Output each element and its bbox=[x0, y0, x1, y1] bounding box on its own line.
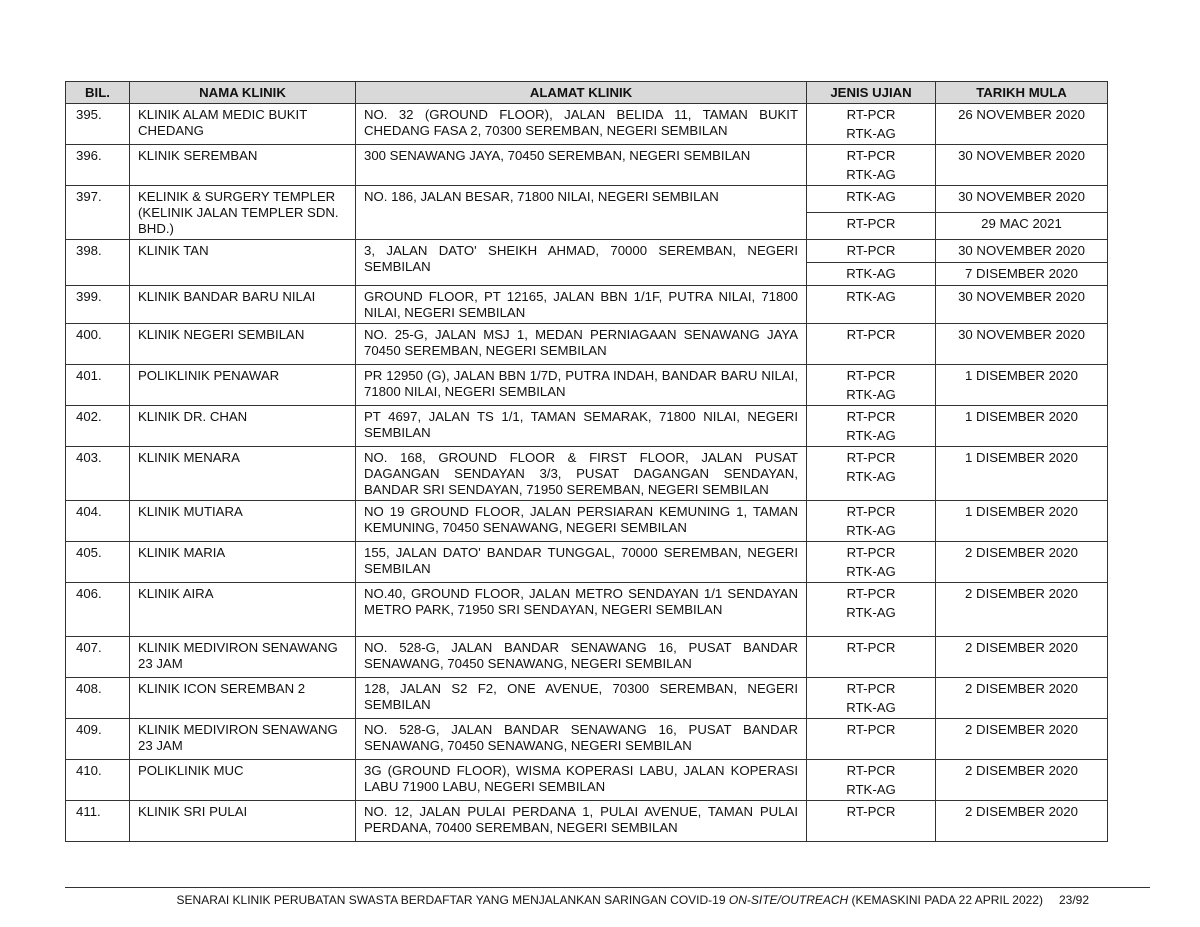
cell-alamat-klinik: 128, JALAN S2 F2, ONE AVENUE, 70300 SEREMBAN, NEGERI SEMBILAN bbox=[356, 678, 807, 719]
cell-alamat-klinik: NO. 186, JALAN BESAR, 71800 NILAI, NEGERI SEMBILAN bbox=[356, 186, 807, 240]
cell-tarikh-mula: 2 DISEMBER 2020 bbox=[936, 678, 1108, 719]
table-row bbox=[66, 678, 1108, 719]
cell-jenis-ujian bbox=[807, 801, 936, 842]
table-row bbox=[66, 801, 1108, 842]
test-type-label: RTK-AG bbox=[846, 564, 896, 579]
cell-nama-klinik: KLINIK ALAM MEDIC BUKIT CHEDANG bbox=[130, 104, 356, 145]
test-type-label: RT-PCR bbox=[846, 586, 896, 601]
header-nama-klinik: NAMA KLINIK bbox=[130, 82, 356, 104]
cell-nama-klinik: KLINIK BANDAR BARU NILAI bbox=[130, 286, 356, 324]
cell-tarikh-mula: 2 DISEMBER 2020 bbox=[936, 801, 1108, 842]
table-row bbox=[66, 406, 1108, 447]
cell-bil: 407. bbox=[66, 637, 130, 678]
table-row bbox=[66, 760, 1108, 801]
cell-jenis-ujian bbox=[807, 501, 936, 542]
cell-nama-klinik: KLINIK MENARA bbox=[130, 447, 356, 501]
header-bil: BIL. bbox=[66, 82, 130, 104]
table-row bbox=[66, 286, 1108, 324]
cell-jenis-ujian bbox=[807, 263, 936, 286]
cell-alamat-klinik: PT 4697, JALAN TS 1/1, TAMAN SEMARAK, 71800 NILAI, NEGERI SEMBILAN bbox=[356, 406, 807, 447]
table-row bbox=[66, 583, 1108, 637]
cell-tarikh-mula: 30 NOVEMBER 2020 bbox=[936, 240, 1108, 263]
cell-bil: 402. bbox=[66, 406, 130, 447]
table-row bbox=[66, 542, 1108, 583]
test-type-label: RTK-AG bbox=[846, 387, 896, 402]
footer-title-date: (KEMASKINI PADA 22 APRIL 2022) bbox=[848, 893, 1043, 907]
cell-nama-klinik: KELINIK & SURGERY TEMPLER (KELINIK JALAN TEMPLER SDN. BHD.) bbox=[130, 186, 356, 240]
cell-jenis-ujian bbox=[807, 365, 936, 406]
table-body bbox=[66, 104, 1108, 842]
cell-bil: 397. bbox=[66, 186, 130, 240]
cell-tarikh-mula: 30 NOVEMBER 2020 bbox=[936, 186, 1108, 213]
cell-tarikh-mula: 1 DISEMBER 2020 bbox=[936, 447, 1108, 501]
footer-title: SENARAI KLINIK PERUBATAN SWASTA BERDAFTAR YANG MENJALANKAN SARINGAN COVID-19 bbox=[176, 893, 729, 907]
page-footer bbox=[0, 893, 1089, 907]
cell-bil: 399. bbox=[66, 286, 130, 324]
cell-jenis-ujian bbox=[807, 406, 936, 447]
table-row bbox=[66, 365, 1108, 406]
test-type-label: RT-PCR bbox=[846, 504, 896, 519]
cell-alamat-klinik: NO.40, GROUND FLOOR, JALAN METRO SENDAYAN 1/1 SENDAYAN METRO PARK, 71950 SRI SENDAYAN, NEGERI SEMBILAN bbox=[356, 583, 807, 637]
test-type-label: RTK-AG bbox=[846, 167, 896, 182]
cell-jenis-ujian bbox=[807, 213, 936, 240]
test-type-label: RT-PCR bbox=[846, 681, 896, 696]
test-type-label: RTK-AG bbox=[846, 189, 896, 204]
cell-jenis-ujian bbox=[807, 324, 936, 365]
test-type-label: RTK-AG bbox=[846, 126, 896, 141]
cell-jenis-ujian bbox=[807, 145, 936, 186]
cell-bil: 398. bbox=[66, 240, 130, 286]
cell-tarikh-mula: 7 DISEMBER 2020 bbox=[936, 263, 1108, 286]
table-header-row bbox=[66, 82, 1108, 104]
test-type-label: RT-PCR bbox=[846, 243, 896, 258]
cell-jenis-ujian bbox=[807, 542, 936, 583]
test-type-label: RTK-AG bbox=[846, 266, 896, 281]
cell-tarikh-mula: 2 DISEMBER 2020 bbox=[936, 760, 1108, 801]
table-row bbox=[66, 324, 1108, 365]
cell-bil: 405. bbox=[66, 542, 130, 583]
header-alamat-klinik: ALAMAT KLINIK bbox=[356, 82, 807, 104]
test-type-label: RTK-AG bbox=[846, 469, 896, 484]
cell-jenis-ujian bbox=[807, 760, 936, 801]
cell-nama-klinik: KLINIK MEDIVIRON SENAWANG 23 JAM bbox=[130, 637, 356, 678]
table-row bbox=[66, 719, 1108, 760]
cell-nama-klinik: KLINIK MARIA bbox=[130, 542, 356, 583]
cell-jenis-ujian bbox=[807, 583, 936, 637]
test-type-label: RT-PCR bbox=[846, 148, 896, 163]
test-type-label: RT-PCR bbox=[846, 450, 896, 465]
cell-tarikh-mula: 1 DISEMBER 2020 bbox=[936, 365, 1108, 406]
page-number: 23/92 bbox=[1058, 893, 1089, 907]
table-row bbox=[66, 104, 1108, 145]
cell-tarikh-mula: 2 DISEMBER 2020 bbox=[936, 719, 1108, 760]
table-row bbox=[66, 501, 1108, 542]
cell-nama-klinik: KLINIK SRI PULAI bbox=[130, 801, 356, 842]
cell-alamat-klinik: NO. 32 (GROUND FLOOR), JALAN BELIDA 11, TAMAN BUKIT CHEDANG FASA 2, 70300 SEREMBAN, NEGERI SEMBILAN bbox=[356, 104, 807, 145]
header-jenis-ujian: JENIS UJIAN bbox=[807, 82, 936, 104]
cell-nama-klinik: POLIKLINIK PENAWAR bbox=[130, 365, 356, 406]
table-row bbox=[66, 186, 1108, 213]
cell-jenis-ujian bbox=[807, 447, 936, 501]
table-row bbox=[66, 240, 1108, 263]
test-type-label: RT-PCR bbox=[846, 640, 896, 655]
cell-bil: 408. bbox=[66, 678, 130, 719]
cell-nama-klinik: KLINIK MUTIARA bbox=[130, 501, 356, 542]
test-type-label: RTK-AG bbox=[846, 782, 896, 797]
cell-nama-klinik: KLINIK ICON SEREMBAN 2 bbox=[130, 678, 356, 719]
cell-bil: 409. bbox=[66, 719, 130, 760]
test-type-label: RT-PCR bbox=[846, 216, 896, 231]
test-type-label: RT-PCR bbox=[846, 763, 896, 778]
table-row bbox=[66, 637, 1108, 678]
test-type-label: RT-PCR bbox=[846, 804, 896, 819]
cell-alamat-klinik: 300 SENAWANG JAYA, 70450 SEREMBAN, NEGERI SEMBILAN bbox=[356, 145, 807, 186]
cell-bil: 400. bbox=[66, 324, 130, 365]
cell-tarikh-mula: 30 NOVEMBER 2020 bbox=[936, 286, 1108, 324]
cell-nama-klinik: POLIKLINIK MUC bbox=[130, 760, 356, 801]
clinic-table bbox=[65, 81, 1108, 842]
footer-title-italic: ON-SITE/OUTREACH bbox=[728, 893, 849, 907]
cell-tarikh-mula: 2 DISEMBER 2020 bbox=[936, 542, 1108, 583]
cell-bil: 396. bbox=[66, 145, 130, 186]
cell-alamat-klinik: 3G (GROUND FLOOR), WISMA KOPERASI LABU, JALAN KOPERASI LABU 71900 LABU, NEGERI SEMBILAN bbox=[356, 760, 807, 801]
cell-bil: 411. bbox=[66, 801, 130, 842]
table-row bbox=[66, 145, 1108, 186]
cell-jenis-ujian bbox=[807, 104, 936, 145]
cell-bil: 404. bbox=[66, 501, 130, 542]
test-type-label: RTK-AG bbox=[846, 428, 896, 443]
cell-tarikh-mula: 2 DISEMBER 2020 bbox=[936, 637, 1108, 678]
cell-jenis-ujian bbox=[807, 286, 936, 324]
cell-alamat-klinik: 3, JALAN DATO' SHEIKH AHMAD, 70000 SEREMBAN, NEGERI SEMBILAN bbox=[356, 240, 807, 286]
cell-tarikh-mula: 1 DISEMBER 2020 bbox=[936, 406, 1108, 447]
cell-alamat-klinik: NO. 528-G, JALAN BANDAR SENAWANG 16, PUSAT BANDAR SENAWANG, 70450 SENAWANG, NEGERI SEMBILAN bbox=[356, 637, 807, 678]
cell-alamat-klinik: NO. 25-G, JALAN MSJ 1, MEDAN PERNIAGAAN SENAWANG JAYA 70450 SEREMBAN, NEGERI SEMBILAN bbox=[356, 324, 807, 365]
cell-tarikh-mula: 29 MAC 2021 bbox=[936, 213, 1108, 240]
test-type-label: RT-PCR bbox=[846, 409, 896, 424]
cell-jenis-ujian bbox=[807, 186, 936, 213]
cell-tarikh-mula: 30 NOVEMBER 2020 bbox=[936, 145, 1108, 186]
cell-alamat-klinik: GROUND FLOOR, PT 12165, JALAN BBN 1/1F, PUTRA NILAI, 71800 NILAI, NEGERI SEMBILAN bbox=[356, 286, 807, 324]
cell-tarikh-mula: 1 DISEMBER 2020 bbox=[936, 501, 1108, 542]
test-type-label: RTK-AG bbox=[846, 605, 896, 620]
cell-nama-klinik: KLINIK MEDIVIRON SENAWANG 23 JAM bbox=[130, 719, 356, 760]
cell-nama-klinik: KLINIK SEREMBAN bbox=[130, 145, 356, 186]
test-type-label: RT-PCR bbox=[846, 722, 896, 737]
cell-alamat-klinik: 155, JALAN DATO' BANDAR TUNGGAL, 70000 SEREMBAN, NEGERI SEMBILAN bbox=[356, 542, 807, 583]
cell-alamat-klinik: NO. 12, JALAN PULAI PERDANA 1, PULAI AVENUE, TAMAN PULAI PERDANA, 70400 SEREMBAN, NEGERI SEMBILAN bbox=[356, 801, 807, 842]
cell-bil: 401. bbox=[66, 365, 130, 406]
cell-jenis-ujian bbox=[807, 719, 936, 760]
cell-jenis-ujian bbox=[807, 240, 936, 263]
cell-alamat-klinik: NO 19 GROUND FLOOR, JALAN PERSIARAN KEMUNING 1, TAMAN KEMUNING, 70450 SENAWANG, NEGERI SEMBILAN bbox=[356, 501, 807, 542]
cell-bil: 410. bbox=[66, 760, 130, 801]
test-type-label: RT-PCR bbox=[846, 368, 896, 383]
test-type-label: RT-PCR bbox=[846, 545, 896, 560]
table-row bbox=[66, 447, 1108, 501]
test-type-label: RTK-AG bbox=[846, 523, 896, 538]
cell-tarikh-mula: 26 NOVEMBER 2020 bbox=[936, 104, 1108, 145]
test-type-label: RTK-AG bbox=[846, 700, 896, 715]
cell-jenis-ujian bbox=[807, 678, 936, 719]
cell-nama-klinik: KLINIK AIRA bbox=[130, 583, 356, 637]
cell-jenis-ujian bbox=[807, 637, 936, 678]
cell-alamat-klinik: PR 12950 (G), JALAN BBN 1/7D, PUTRA INDAH, BANDAR BARU NILAI, 71800 NILAI, NEGERI SEMBILAN bbox=[356, 365, 807, 406]
cell-nama-klinik: KLINIK TAN bbox=[130, 240, 356, 286]
cell-bil: 406. bbox=[66, 583, 130, 637]
cell-nama-klinik: KLINIK NEGERI SEMBILAN bbox=[130, 324, 356, 365]
test-type-label: RT-PCR bbox=[846, 107, 896, 122]
cell-bil: 395. bbox=[66, 104, 130, 145]
test-type-label: RT-PCR bbox=[846, 327, 896, 342]
header-tarikh-mula: TARIKH MULA bbox=[936, 82, 1108, 104]
footer-divider bbox=[65, 887, 1150, 888]
test-type-label: RTK-AG bbox=[846, 289, 896, 304]
cell-nama-klinik: KLINIK DR. CHAN bbox=[130, 406, 356, 447]
cell-alamat-klinik: NO. 528-G, JALAN BANDAR SENAWANG 16, PUSAT BANDAR SENAWANG, 70450 SENAWANG, NEGERI SEMBILAN bbox=[356, 719, 807, 760]
cell-bil: 403. bbox=[66, 447, 130, 501]
cell-tarikh-mula: 2 DISEMBER 2020 bbox=[936, 583, 1108, 637]
cell-alamat-klinik: NO. 168, GROUND FLOOR & FIRST FLOOR, JALAN PUSAT DAGANGAN SENDAYAN 3/3, PUSAT DAGANGAN SENDAYAN, BANDAR SRI SENDAYAN, 71950 SEREMBAN, NEGERI SEMBILAN bbox=[356, 447, 807, 501]
cell-tarikh-mula: 30 NOVEMBER 2020 bbox=[936, 324, 1108, 365]
